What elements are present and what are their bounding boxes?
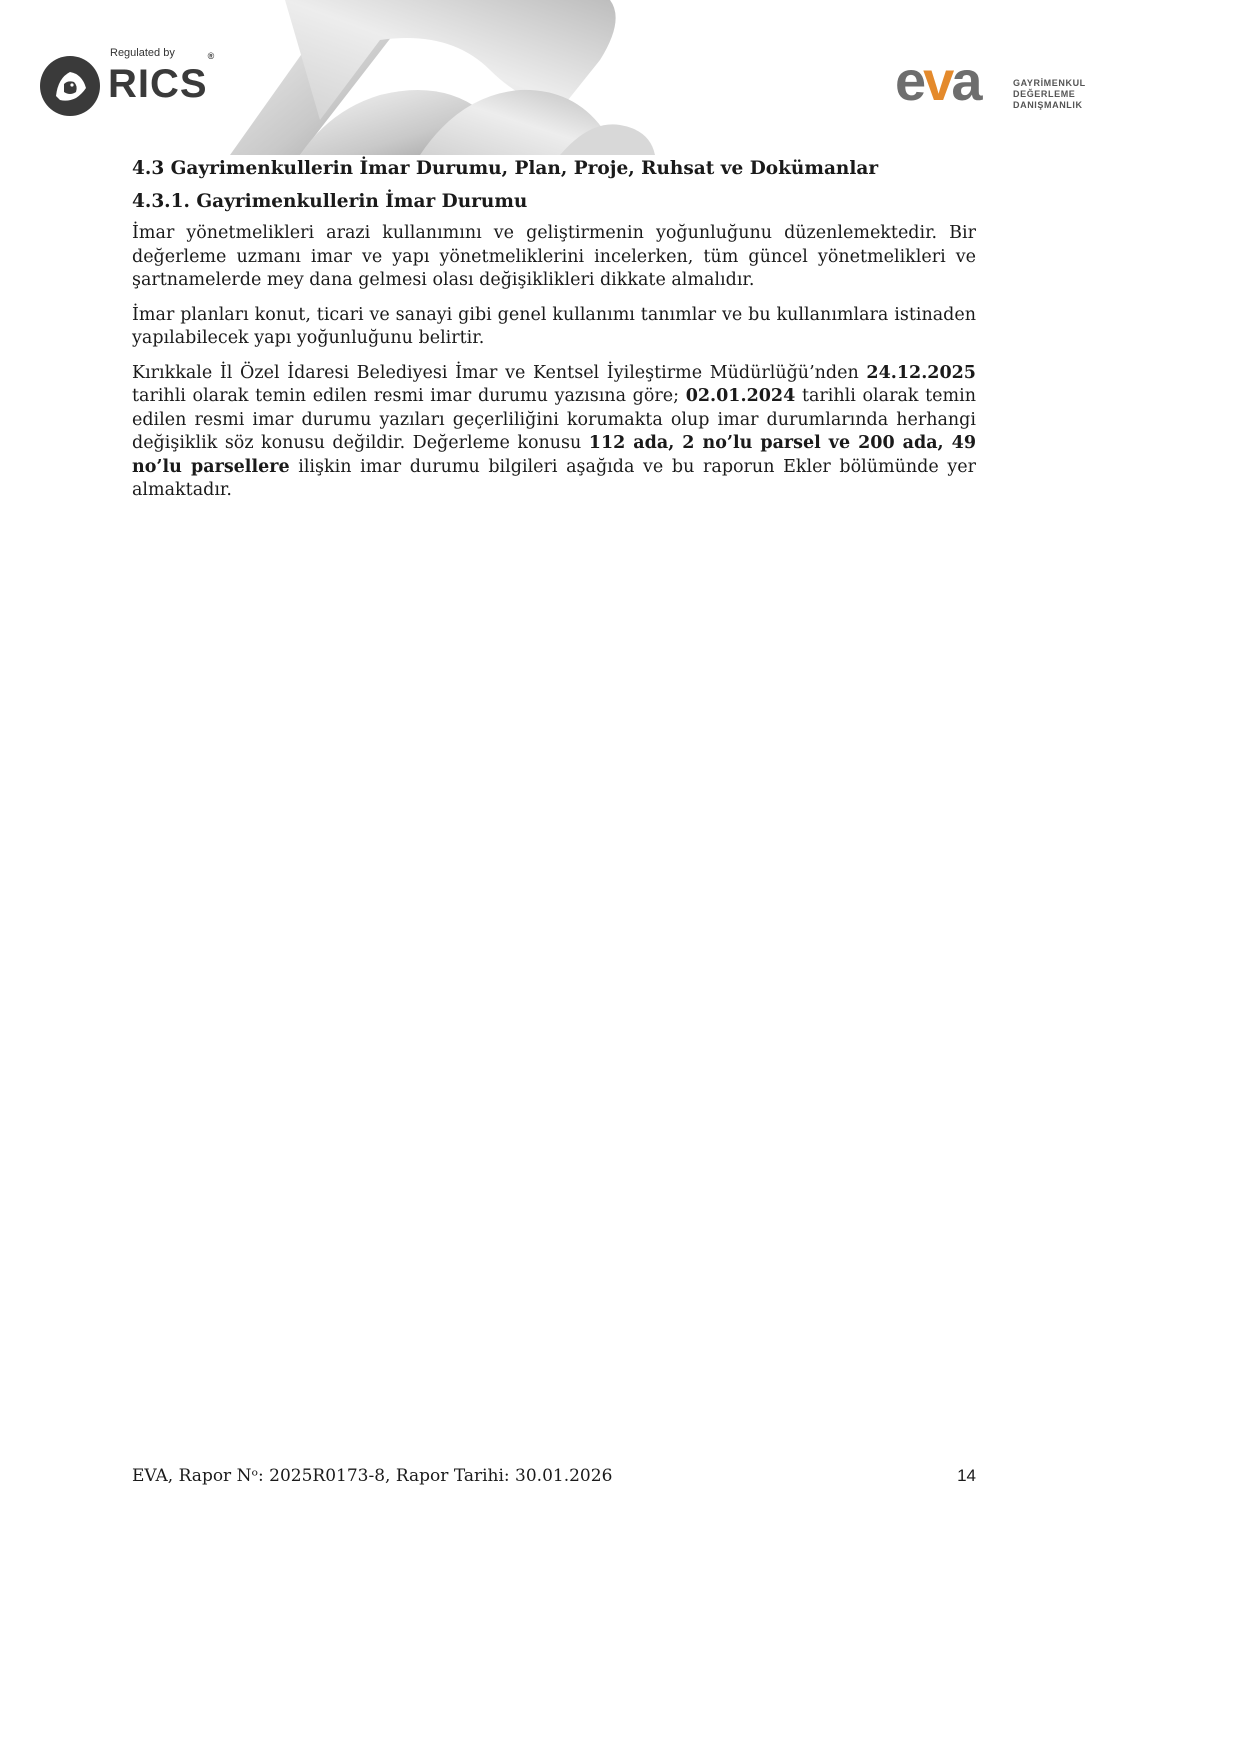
eva-logo <box>895 48 1085 118</box>
rics-name: RICS <box>108 62 208 106</box>
report-info: EVA, Rapor Nᵒ: 2025R0173-8, Rapor Tarihi: 30.01.2026 <box>132 1466 613 1486</box>
rics-lion-icon <box>38 54 102 118</box>
paragraph-text: ilişkin imar durumu bilgileri aşağıda ve bu raporun Ekler bölümünde yer almaktadır. <box>132 456 976 500</box>
eva-tagline-line: DANIŞMANLIK <box>1013 100 1083 110</box>
paragraph-text: tarihli olarak temin edilen resmi imar durumu yazısına göre; <box>132 386 686 406</box>
rics-regulated-label: Regulated by <box>110 47 175 59</box>
eva-letter-v: v <box>923 49 952 112</box>
eva-wordmark <box>895 48 979 113</box>
eva-tagline-line: DEĞERLEME <box>1013 89 1076 99</box>
page-number: 14 <box>957 1466 976 1485</box>
bold-date: 24.12.2025 <box>866 362 976 383</box>
paragraph-text: Kırıkkale İl Özel İdaresi Belediyesi İmar ve Kentsel İyileştirme Müdürlüğü’nden <box>132 362 867 383</box>
bold-parcels: 112 ada, 2 no’lu parsel ve 200 ada, 49 no’lu parsellere <box>132 433 976 477</box>
paragraph-zoning-plans: İmar planları konut, ticari ve sanayi gibi genel kullanımı tanımlar ve bu kullanımlara istinaden yapılabilecek yapı yoğunluğunu belirtir. <box>132 304 976 348</box>
subsection-title: 4.3.1. Gayrimenkullerin İmar Durumu <box>132 191 528 212</box>
eva-letter-a: a <box>951 49 980 112</box>
section-title: 4.3 Gayrimenkullerin İmar Durumu, Plan, Proje, Ruhsat ve Dokümanlar <box>132 158 879 179</box>
eva-tagline-line: GAYRİMENKUL <box>1013 78 1086 88</box>
paragraph-zoning-regulations: İmar yönetmelikleri arazi kullanımını ve geliştirmenin yoğunluğunu düzenlemektedir. Bir değerleme uzmanı imar ve yapı yönetmeliklerini incelerken, tüm güncel yönetmelikleri ve şartnamelerde mey dana gelmesi olası değişiklikleri dikkate almalıdır. <box>132 223 976 290</box>
page-footer <box>132 1466 976 1486</box>
bold-date: 02.01.2024 <box>685 386 796 406</box>
document-body <box>132 158 976 514</box>
eva-letter-e: e <box>895 49 924 112</box>
rics-registered-mark: ® <box>207 50 216 61</box>
paragraph-zoning-status <box>132 362 976 503</box>
rics-logo <box>38 46 218 122</box>
eva-tagline <box>1013 78 1086 111</box>
paragraph-text: tarihli olarak temin edilen resmi imar durumu yazıları geçerliliğini korumakta olup imar durumlarında herhangi değişiklik söz konusu değildir. Değerleme konusu <box>132 386 976 453</box>
